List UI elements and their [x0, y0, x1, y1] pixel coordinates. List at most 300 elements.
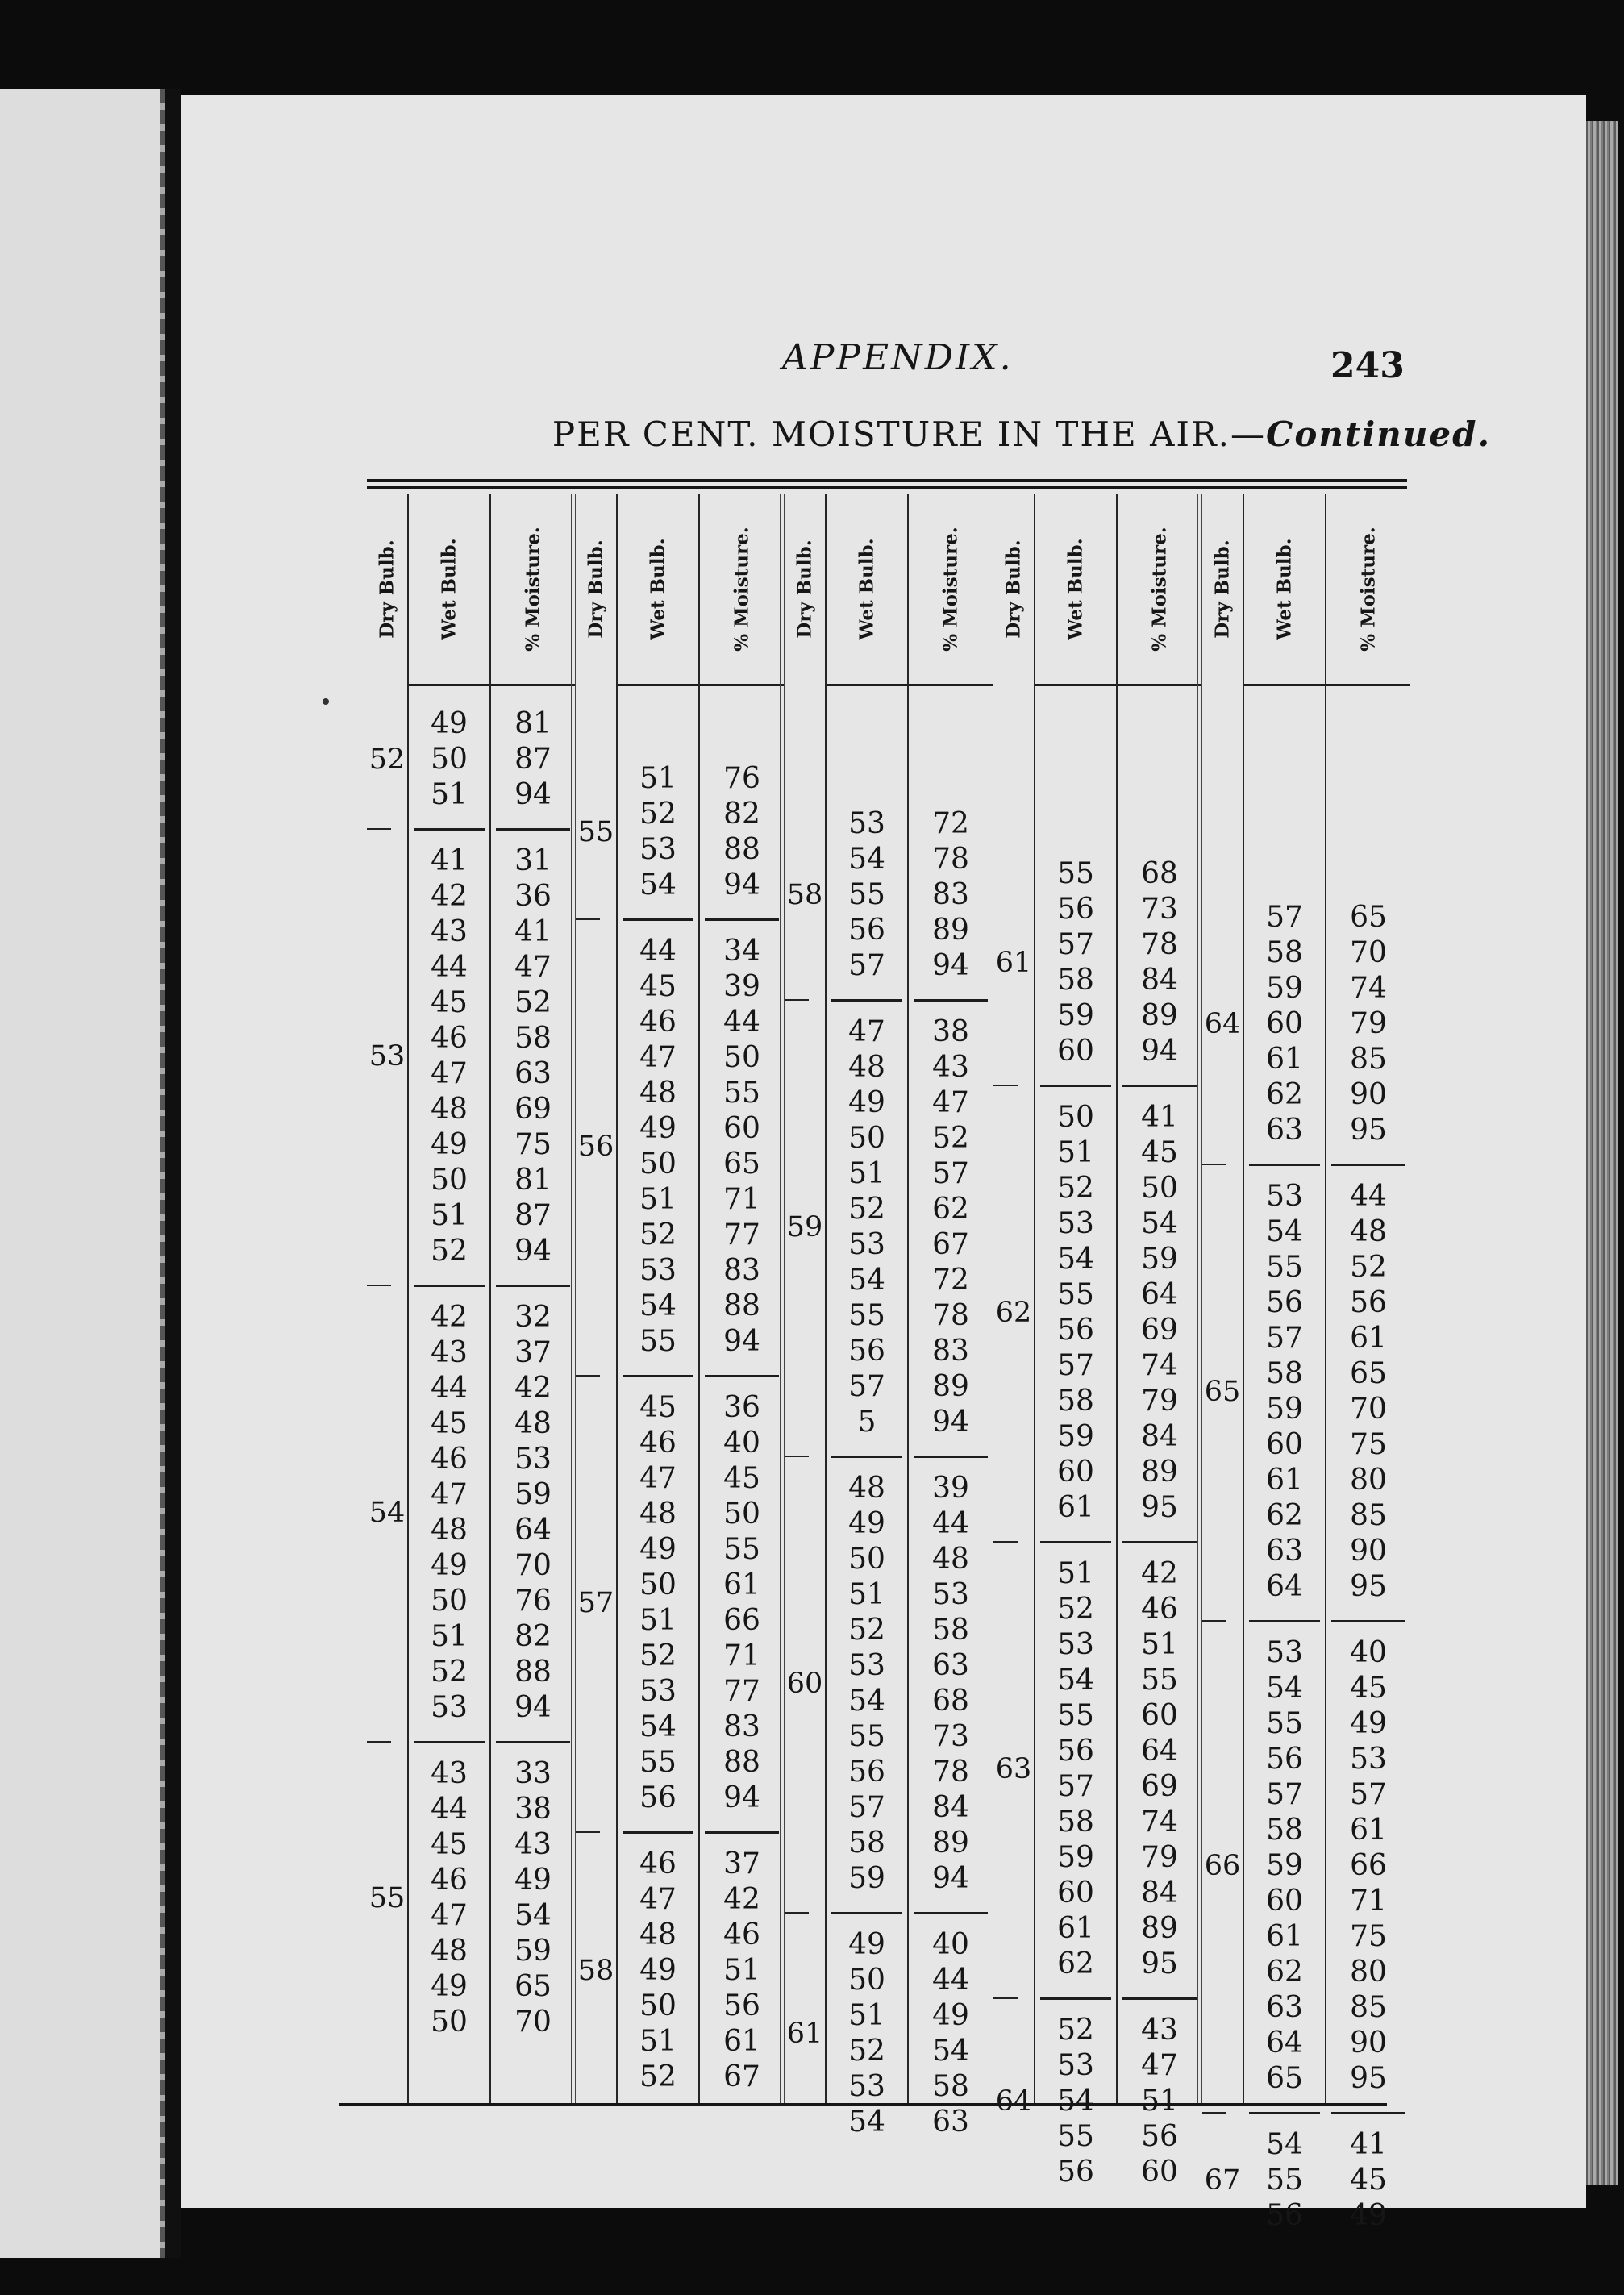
wet-bulb-value: 52	[431, 1656, 468, 1689]
dry-bulb-value: 52	[369, 743, 406, 776]
moisture-value: 50	[1141, 1172, 1178, 1205]
moisture-value: 94	[514, 778, 552, 811]
dry-bulb-value: 62	[995, 1297, 1032, 1329]
wet-bulb-value: 57	[848, 1791, 885, 1824]
moisture-value: 63	[514, 1057, 552, 1090]
moisture-value: 56	[1141, 2120, 1178, 2153]
block-separator	[914, 1912, 988, 1914]
moisture-value: 59	[514, 1935, 552, 1968]
wet-bulb-value: 58	[1057, 1385, 1094, 1418]
block-separator	[831, 1912, 902, 1914]
wet-bulb-value: 55	[639, 1746, 677, 1779]
wet-bulb-value: 48	[848, 1051, 885, 1084]
column-header-label: % Moisture.	[731, 526, 753, 652]
dry-bulb-dash	[1202, 2112, 1226, 2114]
block-separator	[496, 828, 570, 831]
moisture-block	[700, 1847, 784, 2095]
dry-bulb-value: 55	[577, 816, 614, 848]
moisture-value: 75	[1350, 1920, 1387, 1953]
moisture-value: 83	[723, 1710, 760, 1743]
dry-bulb-value: 58	[786, 879, 823, 911]
moisture-value: 40	[932, 1928, 969, 1961]
moisture-block	[1118, 2013, 1201, 2190]
column-header-label: % Moisture.	[1357, 526, 1380, 652]
moisture-value: 71	[1350, 1885, 1387, 1918]
wet-bulb-value: 52	[1057, 1593, 1094, 1626]
dry-bulb-dash	[576, 918, 600, 920]
dry-bulb-value: 61	[786, 2018, 823, 2050]
table-title	[0, 414, 1624, 454]
moisture-value: 85	[1350, 1499, 1387, 1532]
wet-bulb-value: 58	[1266, 1814, 1303, 1847]
moisture-value: 52	[1350, 1251, 1387, 1284]
moisture-value: 62	[932, 1193, 969, 1226]
wet-bulb-value: 55	[1266, 1251, 1303, 1284]
wet-bulb-value: 49	[639, 1954, 677, 1987]
wet-bulb-value: 54	[1057, 1664, 1094, 1697]
moisture-value: 95	[1141, 1491, 1178, 1524]
wet-bulb-value: 52	[639, 798, 677, 831]
moisture-value: 42	[723, 1883, 760, 1916]
moisture-value: 95	[1350, 1570, 1387, 1603]
dry-bulb-block	[785, 1927, 825, 2140]
moisture-value: 53	[514, 1443, 552, 1476]
wet-bulb-value: 60	[1266, 1428, 1303, 1461]
dry-bulb-column	[576, 494, 618, 2103]
wet-bulb-value: 46	[639, 1006, 677, 1039]
wet-bulb-value: 41	[431, 844, 468, 877]
wet-bulb-value: 42	[431, 880, 468, 913]
wet-bulb-value: 63	[1266, 1114, 1303, 1147]
moisture-value: 95	[1141, 1947, 1178, 1981]
wet-bulb-value: 65	[1266, 2062, 1303, 2095]
moisture-value: 84	[1141, 1420, 1178, 1453]
column-header	[700, 494, 784, 686]
dry-bulb-dash	[993, 1541, 1018, 1543]
moisture-value: 78	[932, 1299, 969, 1332]
wet-bulb-value: 47	[431, 1478, 468, 1511]
moisture-value: 42	[1141, 1557, 1178, 1590]
wet-bulb-value: 48	[431, 1093, 468, 1126]
wet-bulb-value: 52	[639, 1639, 677, 1672]
wet-bulb-value: 54	[639, 1710, 677, 1743]
wet-bulb-value: 59	[1057, 1420, 1094, 1453]
moisture-value: 39	[932, 1472, 969, 1505]
wet-bulb-value: 43	[431, 915, 468, 948]
moisture-value: 80	[1350, 1464, 1387, 1497]
column-header-label: Dry Bulb.	[1211, 539, 1234, 639]
table-bottom-rule	[339, 2103, 1387, 2106]
moisture-block	[1118, 1100, 1201, 1526]
wet-bulb-value: 53	[639, 1254, 677, 1287]
wet-bulb-value: 60	[1266, 1007, 1303, 1040]
moisture-value: 61	[723, 2025, 760, 2058]
dry-bulb-dash	[1202, 1164, 1226, 1165]
column-header-label: Wet Bulb.	[856, 537, 878, 640]
page-number: 243	[1330, 345, 1405, 386]
moisture-value: 39	[723, 970, 760, 1003]
dry-bulb-dash	[785, 999, 809, 1001]
dry-bulb-dash	[1202, 1620, 1226, 1622]
wet-bulb-block	[618, 934, 698, 1360]
wet-bulb-value: 54	[639, 1289, 677, 1322]
block-separator	[1122, 1541, 1197, 1543]
moisture-block	[1326, 2127, 1410, 2234]
block-separator	[705, 1375, 779, 1377]
wet-bulb-value: 51	[848, 1578, 885, 1611]
wet-bulb-value: 42	[431, 1301, 468, 1334]
moisture-value: 79	[1141, 1841, 1178, 1874]
wet-bulb-value: 55	[1057, 857, 1094, 890]
wet-bulb-column	[1244, 494, 1326, 2232]
wet-bulb-value: 51	[848, 1157, 885, 1190]
moisture-value: 59	[514, 1478, 552, 1511]
moisture-value: 49	[1350, 1707, 1387, 1740]
dry-bulb-block	[785, 806, 825, 984]
moisture-block	[1326, 1179, 1410, 1605]
moisture-value: 88	[723, 1746, 760, 1779]
moisture-value: 48	[514, 1407, 552, 1440]
wet-bulb-value: 62	[1266, 1078, 1303, 1111]
dry-bulb-dash	[367, 1741, 391, 1743]
moisture-value: 38	[514, 1793, 552, 1826]
block-separator	[414, 1285, 485, 1287]
moisture-value: 64	[514, 1514, 552, 1547]
moisture-block	[1118, 1556, 1201, 1982]
wet-bulb-value: 58	[848, 1826, 885, 1860]
column-header	[1326, 494, 1410, 686]
moisture-value: 80	[1350, 1956, 1387, 1989]
moisture-block	[491, 1756, 575, 2040]
wet-bulb-block	[1244, 900, 1325, 1148]
moisture-value: 58	[932, 1614, 969, 1647]
wet-bulb-value: 56	[1057, 2155, 1094, 2189]
moisture-value: 74	[1350, 972, 1387, 1005]
wet-bulb-value: 61	[1057, 1912, 1094, 1945]
moisture-value: 87	[514, 1199, 552, 1232]
moisture-value: 94	[932, 949, 969, 982]
wet-bulb-value: 54	[848, 1685, 885, 1718]
wet-bulb-value: 45	[639, 1391, 677, 1424]
column-header	[827, 494, 907, 686]
moisture-value: 90	[1350, 1078, 1387, 1111]
moisture-value: 76	[514, 1585, 552, 1618]
moisture-value: 84	[932, 1791, 969, 1824]
block-separator	[1331, 1620, 1405, 1622]
moisture-value: 77	[723, 1218, 760, 1252]
moisture-value: 55	[723, 1077, 760, 1110]
moisture-value: 79	[1141, 1385, 1178, 1418]
dry-bulb-block	[367, 706, 407, 813]
wet-bulb-value: 52	[1057, 1172, 1094, 1205]
moisture-value: 85	[1350, 1043, 1387, 1076]
wet-bulb-value: 51	[431, 1199, 468, 1232]
moisture-column	[909, 494, 993, 2139]
moisture-value: 52	[514, 986, 552, 1019]
moisture-column	[1118, 494, 1201, 2189]
column-header	[785, 494, 825, 684]
column-header	[993, 494, 1034, 684]
wet-bulb-value: 54	[1266, 1672, 1303, 1705]
moisture-value: 48	[932, 1543, 969, 1576]
wet-bulb-value: 57	[1057, 1349, 1094, 1382]
wet-bulb-value: 50	[848, 1964, 885, 1997]
wet-bulb-value: 48	[639, 1077, 677, 1110]
moisture-value: 78	[1141, 928, 1178, 961]
column-group	[575, 494, 784, 2103]
moisture-value: 40	[1350, 1636, 1387, 1669]
dry-bulb-value: 55	[369, 1882, 406, 1914]
moisture-value: 94	[723, 1325, 760, 1358]
dry-bulb-block	[576, 1847, 616, 2095]
table-title-continued: Continued.	[1265, 414, 1492, 454]
moisture-value: 43	[932, 1051, 969, 1084]
wet-bulb-value: 49	[848, 1928, 885, 1961]
wet-bulb-value: 47	[639, 1041, 677, 1074]
wet-bulb-value: 50	[431, 1585, 468, 1618]
wet-bulb-value: 53	[639, 1675, 677, 1708]
wet-bulb-value: 52	[848, 1193, 885, 1226]
wet-bulb-value: 48	[639, 1497, 677, 1531]
wet-bulb-value: 61	[1266, 1920, 1303, 1953]
moisture-block	[1118, 856, 1201, 1069]
block-separator	[1249, 2112, 1320, 2114]
moisture-value: 32	[514, 1301, 552, 1334]
wet-bulb-value: 55	[1057, 2120, 1094, 2153]
moisture-value: 34	[723, 935, 760, 968]
wet-bulb-value: 54	[848, 2105, 885, 2139]
block-separator	[705, 918, 779, 921]
moisture-value: 51	[1141, 2085, 1178, 2118]
dry-bulb-value: 63	[995, 1753, 1032, 1785]
block-separator	[623, 1831, 693, 1834]
dry-bulb-block	[1202, 2127, 1243, 2234]
column-header-label: Wet Bulb.	[1064, 537, 1087, 640]
moisture-value: 94	[723, 1781, 760, 1814]
wet-bulb-value: 49	[848, 1507, 885, 1540]
dry-bulb-value: 64	[1204, 1008, 1241, 1040]
wet-bulb-value: 51	[431, 778, 468, 811]
moisture-value: 82	[514, 1620, 552, 1653]
column-header-label: Dry Bulb.	[376, 539, 398, 639]
wet-bulb-block	[1244, 1179, 1325, 1605]
moisture-value: 94	[514, 1235, 552, 1268]
moisture-table	[367, 494, 1407, 2232]
wet-bulb-value: 56	[1057, 1735, 1094, 1768]
wet-bulb-block	[409, 843, 489, 1269]
dry-bulb-value: 67	[1204, 2164, 1241, 2197]
column-header	[576, 494, 616, 684]
dry-bulb-block	[576, 934, 616, 1360]
wet-bulb-value: 53	[1057, 1207, 1094, 1240]
dry-bulb-value: 65	[1204, 1376, 1241, 1408]
wet-bulb-value: 43	[431, 1336, 468, 1369]
moisture-value: 85	[1350, 1991, 1387, 2024]
wet-bulb-value: 57	[1266, 901, 1303, 934]
moisture-value: 89	[1141, 1912, 1178, 1945]
moisture-value: 38	[932, 1015, 969, 1048]
wet-bulb-value: 44	[431, 951, 468, 984]
moisture-value: 42	[514, 1372, 552, 1405]
moisture-value: 50	[723, 1497, 760, 1531]
wet-bulb-value: 60	[1057, 1876, 1094, 1910]
wet-bulb-value: 60	[1266, 1885, 1303, 1918]
moisture-block	[909, 1014, 993, 1440]
block-separator	[705, 1831, 779, 1834]
moisture-value: 94	[932, 1406, 969, 1439]
moisture-value: 71	[723, 1639, 760, 1672]
moisture-value: 95	[1350, 2062, 1387, 2095]
moisture-value: 41	[514, 915, 552, 948]
wet-bulb-value: 49	[431, 1549, 468, 1582]
moisture-value: 50	[723, 1041, 760, 1074]
moisture-value: 72	[932, 1264, 969, 1297]
column-group	[784, 494, 993, 2139]
moisture-value: 41	[1141, 1101, 1178, 1134]
moisture-value: 44	[932, 1964, 969, 1997]
wet-bulb-value: 62	[1266, 1956, 1303, 1989]
wet-bulb-value: 58	[1266, 936, 1303, 969]
moisture-value: 74	[1141, 1349, 1178, 1382]
moisture-value: 70	[1350, 1393, 1387, 1426]
moisture-value: 54	[1141, 1207, 1178, 1240]
moisture-value: 70	[514, 1549, 552, 1582]
dry-bulb-value: 54	[369, 1497, 406, 1529]
column-header-label: Dry Bulb.	[793, 539, 816, 639]
dry-bulb-dash	[785, 1456, 809, 1457]
wet-bulb-value: 57	[848, 949, 885, 982]
wet-bulb-value: 50	[1057, 1101, 1094, 1134]
moisture-value: 69	[1141, 1770, 1178, 1803]
wet-bulb-value: 56	[848, 914, 885, 947]
block-separator	[414, 828, 485, 831]
moisture-value: 66	[1350, 1849, 1387, 1882]
wet-bulb-value: 48	[431, 1935, 468, 1968]
wet-bulb-value: 50	[431, 2006, 468, 2039]
moisture-value: 45	[723, 1462, 760, 1495]
table-title-main: PER CENT. MOISTURE IN THE AIR.—	[552, 414, 1266, 454]
wet-bulb-block	[1035, 1556, 1116, 1982]
wet-bulb-value: 51	[431, 1620, 468, 1653]
wet-bulb-value: 53	[848, 2070, 885, 2103]
wet-bulb-value: 56	[1266, 1743, 1303, 1776]
wet-bulb-value: 53	[1057, 1628, 1094, 1661]
wet-bulb-value: 50	[639, 1148, 677, 1181]
moisture-value: 45	[1350, 2164, 1387, 2197]
wet-bulb-value: 46	[431, 1864, 468, 1897]
moisture-value: 57	[932, 1157, 969, 1190]
moisture-value: 63	[932, 2105, 969, 2139]
wet-bulb-block	[1035, 856, 1116, 1069]
wet-bulb-value: 60	[1057, 1456, 1094, 1489]
running-head: APPENDIX.	[782, 337, 1014, 378]
column-header-label: Dry Bulb.	[1002, 539, 1025, 639]
dry-bulb-value: 57	[577, 1587, 614, 1619]
table-top-rule	[367, 479, 1407, 489]
wet-bulb-value: 49	[848, 1086, 885, 1119]
dry-bulb-value: 64	[995, 2085, 1032, 2118]
moisture-value: 73	[932, 1720, 969, 1753]
dry-bulb-block	[367, 1756, 407, 2040]
wet-bulb-value: 5	[857, 1406, 877, 1439]
wet-bulb-value: 45	[639, 970, 677, 1003]
moisture-block	[491, 1300, 575, 1726]
moisture-value: 88	[723, 833, 760, 866]
wet-bulb-block	[618, 761, 698, 903]
dry-bulb-block	[785, 1014, 825, 1440]
moisture-column	[491, 494, 575, 2103]
moisture-value: 67	[723, 2060, 760, 2093]
moisture-value: 87	[514, 743, 552, 776]
moisture-value: 60	[1141, 1699, 1178, 1732]
wet-bulb-value: 59	[1266, 1393, 1303, 1426]
moisture-value: 54	[514, 1899, 552, 1932]
column-header-label: % Moisture.	[522, 526, 544, 652]
dry-bulb-block	[1202, 900, 1243, 1148]
column-group	[1201, 494, 1410, 2232]
moisture-value: 94	[514, 1691, 552, 1724]
moisture-value: 58	[932, 2070, 969, 2103]
moisture-block	[491, 706, 575, 813]
wet-bulb-value: 56	[639, 1781, 677, 1814]
moisture-value: 79	[1350, 1007, 1387, 1040]
moisture-value: 94	[1141, 1035, 1178, 1068]
wet-bulb-column	[1035, 494, 1118, 2189]
block-separator	[914, 999, 988, 1002]
block-separator	[496, 1285, 570, 1287]
moisture-value: 89	[932, 914, 969, 947]
moisture-value: 55	[723, 1533, 760, 1566]
moisture-value: 41	[1350, 2128, 1387, 2161]
moisture-value: 65	[723, 1148, 760, 1181]
wet-bulb-value: 54	[639, 868, 677, 902]
block-separator	[1331, 2112, 1405, 2114]
wet-bulb-value: 59	[848, 1862, 885, 1895]
moisture-value: 68	[1141, 857, 1178, 890]
moisture-value: 36	[514, 880, 552, 913]
wet-bulb-value: 53	[848, 1649, 885, 1682]
column-header	[367, 494, 407, 684]
dry-bulb-dash	[576, 1831, 600, 1833]
wet-bulb-value: 57	[1057, 928, 1094, 961]
wet-bulb-value: 61	[1057, 1491, 1094, 1524]
dry-bulb-value: 66	[1204, 1850, 1241, 1882]
dry-bulb-value: 61	[995, 947, 1032, 979]
wet-bulb-block	[1244, 2127, 1325, 2234]
moisture-value: 71	[723, 1183, 760, 1216]
block-separator	[1040, 1997, 1111, 2000]
moisture-block	[1326, 900, 1410, 1148]
moisture-block	[491, 843, 575, 1269]
wet-bulb-value: 52	[431, 1235, 468, 1268]
wet-bulb-value: 58	[1266, 1357, 1303, 1390]
dry-bulb-column	[785, 494, 827, 2103]
moisture-value: 58	[514, 1022, 552, 1055]
dry-bulb-block	[993, 856, 1034, 1069]
moisture-value: 90	[1350, 2026, 1387, 2060]
wet-bulb-value: 50	[431, 1164, 468, 1197]
moisture-value: 47	[1141, 2049, 1178, 2082]
wet-bulb-value: 57	[1266, 1778, 1303, 1811]
moisture-value: 37	[723, 1847, 760, 1881]
moisture-value: 54	[932, 2035, 969, 2068]
column-header-label: % Moisture.	[1148, 526, 1171, 652]
wet-bulb-block	[827, 1927, 907, 2140]
wet-bulb-column	[827, 494, 909, 2139]
moisture-value: 83	[932, 1335, 969, 1368]
moisture-value: 95	[1350, 1114, 1387, 1147]
wet-bulb-value: 47	[431, 1899, 468, 1932]
